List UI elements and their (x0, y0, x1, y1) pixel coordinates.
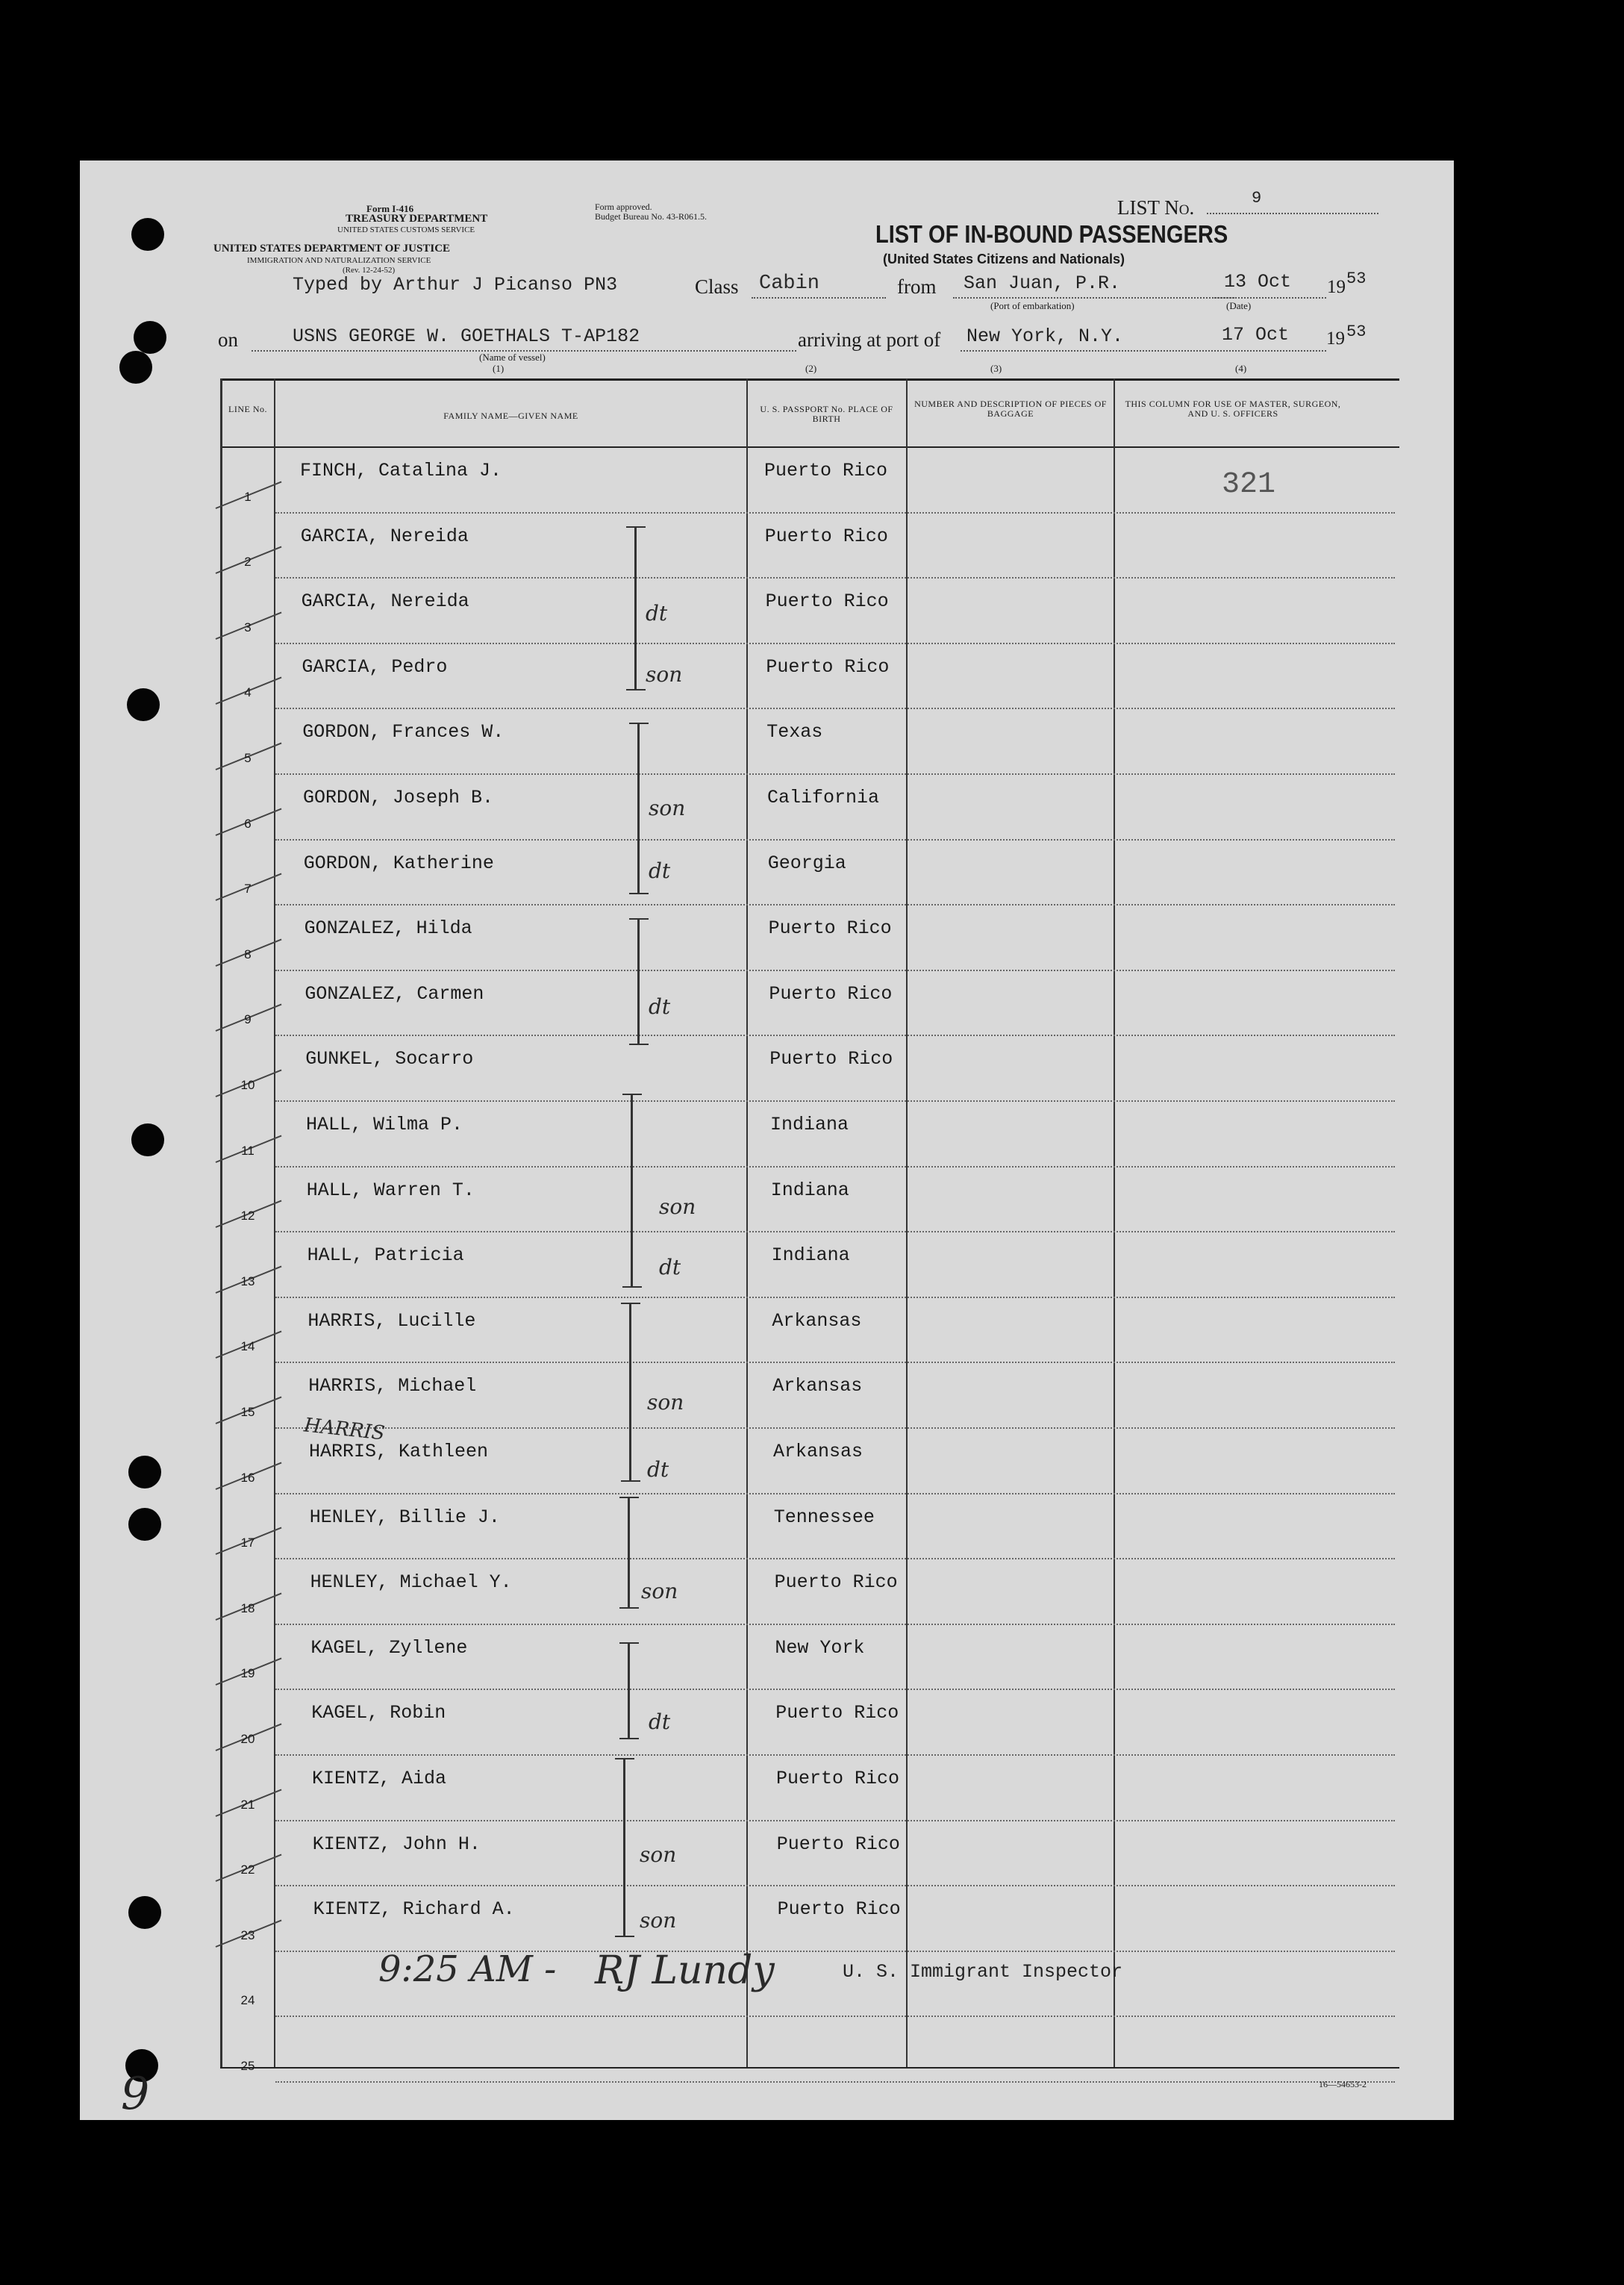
class-line (752, 297, 886, 299)
arrival-port: New York, N.Y. (966, 325, 1124, 347)
family-bracket (637, 723, 640, 894)
passenger-list-page (80, 160, 1454, 2120)
date-col-cap: (4) (1235, 363, 1247, 374)
row-separator (275, 643, 1395, 644)
line-number: 20 (240, 1732, 255, 1746)
row-separator (275, 970, 1395, 971)
line-number: 25 (240, 2059, 255, 2073)
relation-son: son (649, 796, 686, 820)
family-bracket (629, 1303, 631, 1482)
line-number: 4 (244, 685, 252, 700)
document-subtitle: (United States Citizens and Nationals) (883, 252, 1125, 266)
passenger-name: GORDON, Frances W. (302, 721, 505, 744)
arrival-year: 53 (1346, 322, 1367, 341)
on-label: on (218, 328, 238, 351)
punch-hole (134, 321, 166, 354)
col-officers-header: THIS COLUMN FOR USE OF MASTER, SURGEON, AND U. S. OFFICERS (1125, 399, 1341, 419)
place-of-birth: Indiana (770, 1179, 849, 1201)
line-number: 17 (240, 1536, 255, 1550)
line-number: 1 (244, 489, 252, 504)
row-separator (275, 577, 1395, 579)
line-number: 19 (240, 1666, 255, 1681)
place-of-birth: Indiana (770, 1114, 849, 1135)
line-number: 2 (244, 555, 252, 570)
customs-service: UNITED STATES CUSTOMS SERVICE (337, 225, 475, 234)
row-separator (275, 1231, 1395, 1232)
treasury-department: TREASURY DEPARTMENT (346, 213, 488, 225)
place-of-birth: Georgia (767, 852, 846, 874)
passenger-name: HARRIS, Michael (308, 1375, 477, 1397)
line-number: 16 (240, 1470, 255, 1485)
line-number: 23 (240, 1927, 255, 1942)
passenger-name: HENLEY, Michael Y. (310, 1571, 512, 1594)
document-title: LIST OF IN-BOUND PASSENGERS (875, 220, 1228, 248)
row-separator (275, 1689, 1395, 1690)
line-number: 24 (240, 1993, 255, 2008)
row-separator (275, 708, 1395, 709)
budget-bureau: Budget Bureau No. 43-R061.5. (595, 211, 707, 222)
family-bracket (623, 1758, 625, 1937)
place-of-birth: Puerto Rico (768, 917, 892, 940)
departure-date-line (1214, 297, 1326, 299)
relation-son: son (647, 1390, 684, 1415)
list-number: 9 (1252, 189, 1262, 208)
justice-department: UNITED STATES DEPARTMENT OF JUSTICE (213, 243, 451, 255)
passenger-name: GUNKEL, Socarro (305, 1048, 474, 1070)
passenger-name: HARRIS, Lucille (307, 1309, 476, 1332)
relation-dt: dt (649, 1709, 671, 1734)
family-bracket (628, 1497, 630, 1609)
relation-son: son (640, 1908, 677, 1933)
passenger-name: HENLEY, Billie J. (309, 1506, 500, 1528)
line-number: 5 (244, 751, 252, 765)
margin-mark: 9 (121, 2068, 150, 2120)
row-separator (275, 1100, 1395, 1102)
list-number-label: LIST No. (1117, 196, 1195, 219)
line-number: 6 (244, 816, 252, 831)
embarkation-line (953, 297, 1237, 299)
line-number: 11 (241, 1143, 254, 1158)
place-of-birth: Puerto Rico (776, 1768, 900, 1789)
birth-col-border (906, 378, 908, 2067)
line-number: 7 (244, 882, 252, 897)
line-number: 8 (244, 947, 252, 961)
inspection-time: 9:25 AM - (378, 1948, 557, 1990)
vessel-caption: (Name of vessel) (479, 352, 546, 363)
table-bottom-rule (220, 2067, 1399, 2069)
arrival-port-line (961, 350, 1252, 352)
typed-by: Typed by Arthur J Picanso PN3 (293, 274, 618, 296)
row-separator (275, 1820, 1395, 1821)
passenger-name: HALL, Patricia (307, 1244, 464, 1267)
place-of-birth: Texas (766, 721, 823, 744)
family-bracket (631, 1094, 633, 1288)
col-passport-header: U. S. PASSPORT No. PLACE OF BIRTH (760, 404, 893, 424)
relation-dt: dt (659, 1255, 681, 1279)
row-separator (275, 839, 1395, 841)
family-bracket (634, 526, 637, 691)
passenger-name: HALL, Wilma P. (306, 1114, 463, 1135)
row-separator (275, 904, 1395, 905)
passenger-name: KIENTZ, Aida (312, 1768, 447, 1789)
row-separator (275, 1166, 1395, 1168)
punch-hole (127, 688, 160, 721)
passenger-name: GONZALEZ, Hilda (304, 917, 472, 940)
passenger-name: GARCIA, Nereida (301, 590, 469, 613)
class-value: Cabin (759, 272, 820, 295)
col-baggage-header: NUMBER AND DESCRIPTION OF PIECES OF BAGGAGE (914, 399, 1107, 419)
col-line-header: LINE No. (228, 404, 267, 414)
place-of-birth: Arkansas (772, 1375, 863, 1397)
place-of-birth: New York (775, 1636, 865, 1659)
from-label: from (897, 275, 937, 298)
place-of-birth: California (767, 787, 880, 808)
line-number: 15 (240, 1405, 255, 1419)
place-of-birth: Puerto Rico (774, 1571, 898, 1594)
line-number: 14 (240, 1339, 255, 1354)
arriving-col-cap: (2) (805, 363, 817, 374)
relation-son: son (659, 1194, 696, 1219)
name-col-border (746, 378, 748, 2067)
revision: (Rev. 12-24-52) (343, 266, 396, 275)
table-header-rule (220, 446, 1399, 448)
place-of-birth: Arkansas (772, 1309, 862, 1332)
row-separator (275, 1754, 1395, 1756)
name-correction: HARRIS (302, 1414, 386, 1445)
departure-year-prefix: 19 (1327, 277, 1346, 297)
port-col-cap: (3) (990, 363, 1002, 374)
row-separator (275, 2016, 1395, 2017)
place-of-birth: Puerto Rico (775, 1702, 899, 1724)
row-separator (275, 1035, 1395, 1036)
punch-hole (128, 1896, 161, 1929)
col-name-header: FAMILY NAME—GIVEN NAME (443, 411, 578, 421)
class-label: Class (695, 275, 739, 298)
line-number: 10 (240, 1078, 255, 1092)
departure-date: 13 Oct (1224, 271, 1292, 293)
passenger-name: GARCIA, Pedro (302, 655, 448, 678)
place-of-birth: Puerto Rico (765, 590, 889, 613)
passenger-name: GORDON, Katherine (303, 852, 494, 874)
punch-hole (128, 1456, 161, 1488)
line-number: 12 (240, 1209, 255, 1223)
passenger-name: KIENTZ, Richard A. (313, 1898, 515, 1921)
punch-hole (119, 351, 152, 384)
row-separator (275, 2081, 1395, 2083)
passenger-name: KAGEL, Zyllene (310, 1636, 468, 1659)
row-separator (275, 1558, 1395, 1559)
embarkation-port: San Juan, P.R. (964, 272, 1121, 294)
line-number: 3 (244, 620, 252, 635)
line-number: 18 (240, 1600, 255, 1615)
family-bracket (628, 1642, 630, 1739)
passenger-name: GARCIA, Nereida (300, 525, 469, 547)
relation-dt: dt (649, 994, 671, 1019)
place-of-birth: Puerto Rico (764, 460, 888, 481)
passenger-name: HARRIS, Kathleen (309, 1441, 489, 1462)
passenger-name: KIENTZ, John H. (312, 1833, 481, 1855)
table-top-rule (220, 378, 1399, 381)
form-number: Form I-416 (366, 203, 414, 214)
place-of-birth: Puerto Rico (764, 525, 888, 547)
row-separator (275, 1427, 1395, 1429)
row-separator (275, 1297, 1395, 1298)
place-of-birth: Puerto Rico (777, 1898, 901, 1921)
footer-code: 16—54653-2 (1319, 2079, 1367, 2089)
relation-son: son (646, 662, 683, 687)
officer-annotation: 321 (1222, 468, 1276, 502)
place-of-birth: Puerto Rico (769, 1048, 893, 1070)
line-number: 13 (240, 1274, 255, 1288)
inspector-signature: RJ Lundy (595, 1948, 775, 1993)
place-of-birth: Tennessee (773, 1506, 875, 1528)
line-number: 9 (244, 1012, 252, 1027)
line-col-border (274, 378, 275, 2067)
row-separator (275, 1362, 1395, 1363)
passenger-name: GORDON, Joseph B. (303, 787, 494, 808)
punch-hole (128, 1508, 161, 1541)
row-separator (275, 1493, 1395, 1494)
line-number: 21 (240, 1797, 255, 1812)
embarkation-caption: (Port of embarkation) (990, 300, 1075, 311)
relation-dt: dt (647, 1457, 669, 1482)
passenger-name: HALL, Warren T. (306, 1179, 475, 1201)
relation-dt: dt (646, 601, 668, 626)
passenger-name: GONZALEZ, Carmen (304, 982, 484, 1005)
inspector-title: U. S. Immigrant Inspector (843, 1961, 1123, 1983)
form-approved: Form approved. (595, 202, 652, 212)
row-separator (275, 1885, 1395, 1886)
passenger-name: FINCH, Catalina J. (300, 460, 502, 481)
place-of-birth: Arkansas (773, 1441, 863, 1462)
date-caption: (Date) (1226, 300, 1252, 311)
family-bracket (637, 918, 640, 1045)
punch-hole (131, 218, 164, 251)
arrival-year-prefix: 19 (1326, 328, 1345, 349)
departure-year: 53 (1346, 269, 1367, 288)
arrival-date: 17 Oct (1222, 324, 1290, 346)
relation-dt: dt (649, 858, 671, 883)
vessel-name: USNS GEORGE W. GOETHALS T-AP182 (293, 325, 640, 347)
row-separator (275, 773, 1395, 775)
relation-son: son (640, 1842, 677, 1867)
passenger-name: KAGEL, Robin (311, 1702, 446, 1724)
row-separator (275, 512, 1395, 514)
relation-son: son (641, 1579, 678, 1603)
place-of-birth: Indiana (771, 1244, 850, 1267)
line-number: 22 (240, 1862, 255, 1877)
arrival-date-line (1214, 350, 1326, 352)
place-of-birth: Puerto Rico (769, 982, 893, 1005)
row-separator (275, 1624, 1395, 1625)
vessel-col-cap: (1) (493, 363, 505, 374)
place-of-birth: Puerto Rico (776, 1833, 900, 1855)
list-number-line (1207, 213, 1378, 214)
baggage-col-border (1114, 378, 1115, 2067)
ins-service: IMMIGRATION AND NATURALIZATION SERVICE (247, 256, 431, 265)
place-of-birth: Puerto Rico (766, 655, 890, 678)
arriving-label: arriving at port of (798, 328, 941, 351)
punch-hole (131, 1123, 164, 1156)
